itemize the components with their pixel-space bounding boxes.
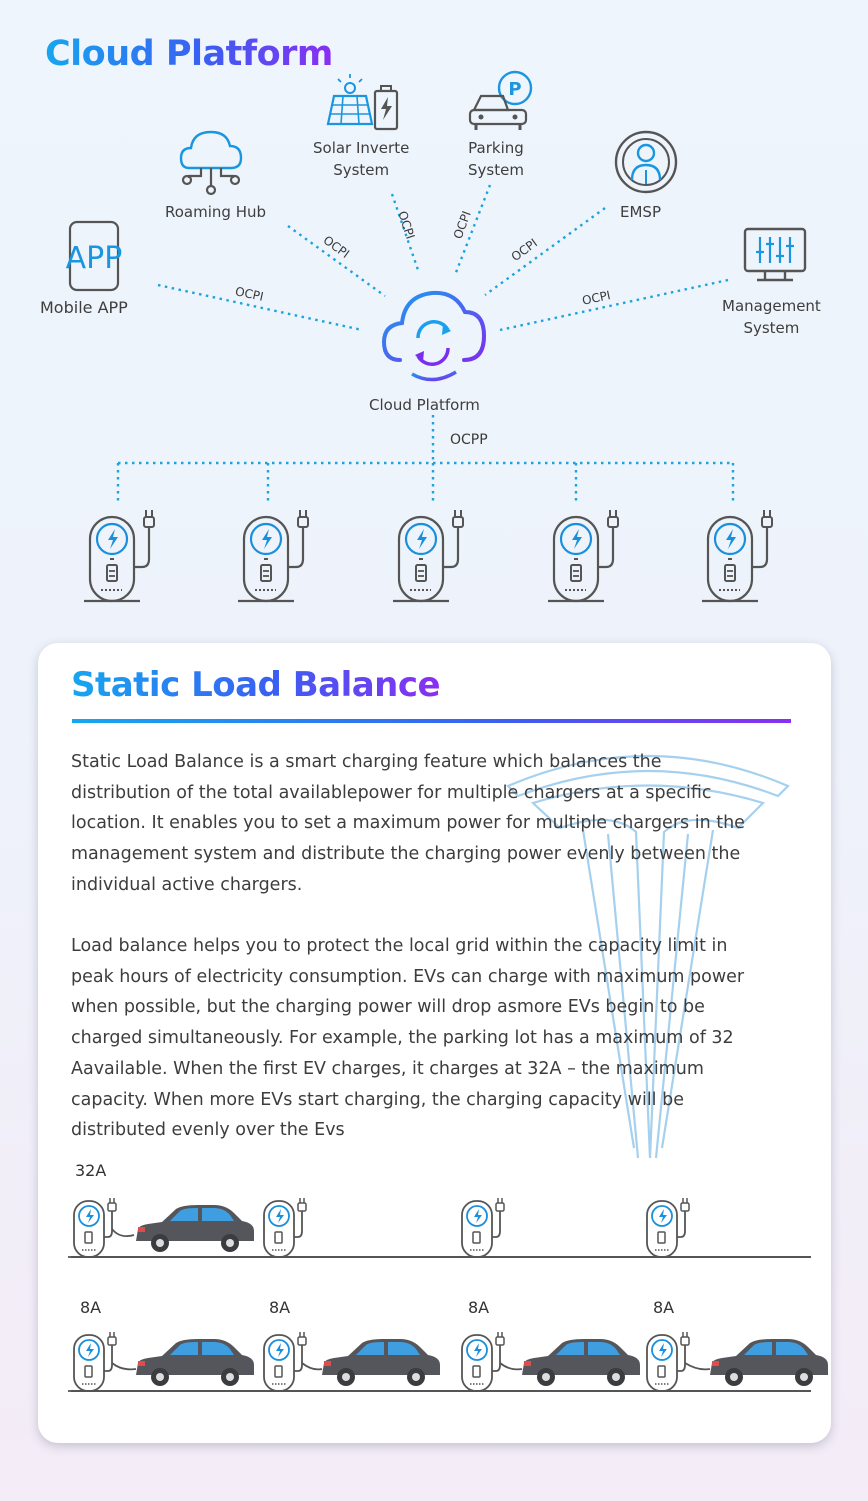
page-title: Cloud Platform [45,34,333,74]
emsp-label: EMSP [620,203,661,221]
cloud-platform-label: Cloud Platform [369,396,480,414]
charger-icon [641,1332,689,1391]
static-load-balance-card [38,643,831,1443]
ocpp-label: OCPP [450,432,488,448]
current-label-8a: 8A [468,1298,490,1317]
charger-icon [68,1332,116,1391]
charger-icon [456,1198,504,1257]
ev-charger-icon [702,510,772,601]
charger-icon [258,1198,306,1257]
title-underline [72,719,791,723]
paragraph-intro: Static Load Balance is a smart charging feature which balances the distribution of the total availablepower for multiple chargers at a specific location. It enables you to set a maximum power for multiple chargers in the management system and distribute the charging power evenly between the individual active chargers. [71,752,745,895]
ocpp-connections [118,415,733,505]
current-label-8a: 8A [80,1298,102,1317]
charger-icon [68,1198,116,1257]
current-label-32a: 32A [75,1161,107,1180]
car-icon [136,1339,254,1386]
mobile-app-label: Mobile APP [40,298,128,317]
ev-charger-row [84,510,772,601]
car-icon [710,1339,828,1386]
cloud-platform-icon [384,293,484,380]
ev-charger-icon [238,510,308,601]
management-label: Management System [722,297,821,337]
current-label-8a: 8A [269,1298,291,1317]
emsp-icon [616,132,676,192]
solar-inverter-label: Solar Inverte System [313,139,410,179]
solar-inverter-icon [328,74,397,129]
ocpi-label: OCPI [395,209,418,241]
ocpi-label: OCPI [580,288,612,308]
car-icon [322,1339,440,1386]
paragraph-details: Load balance helps you to protect the local grid within the capacity limit in peak hours of electricity consumption. EVs can charge with maximum power when possible, but the charging power will drop asmore EVs begin to be charged simultaneously. For example, the parking lot has a maximum of 32 Aavailable. When the first EV charges, it charges at 32A – the maximum capacity. When more EVs start charging, the charging capacity will be distributed evenly over the Evs [71,936,745,1141]
parking-icon [470,72,531,130]
architecture-diagram [0,60,868,620]
ocpi-label: OCPI [320,232,352,262]
svg-text:APP: APP [65,241,123,276]
ocpi-label: OCPI [233,284,265,304]
parking-label: Parking System [468,139,524,179]
charger-icon [641,1198,689,1257]
roaming-hub-icon [181,132,241,194]
management-system-icon [745,229,805,280]
section-title: Static Load Balance [71,665,441,705]
current-label-8a: 8A [653,1298,675,1317]
ev-charger-icon [548,510,618,601]
charger-icon [456,1332,504,1391]
car-icon [136,1205,254,1252]
roaming-hub-label: Roaming Hub [165,203,267,221]
mobile-app-icon [66,222,123,290]
ocpi-label: OCPI [450,209,474,241]
load-balance-illustration [38,1173,831,1393]
ev-charger-icon [393,510,463,601]
car-icon [522,1339,640,1386]
ev-charger-icon [84,510,154,601]
svg-text:P: P [508,79,522,100]
ocpi-label: OCPI [508,235,540,265]
charger-icon [258,1332,306,1391]
